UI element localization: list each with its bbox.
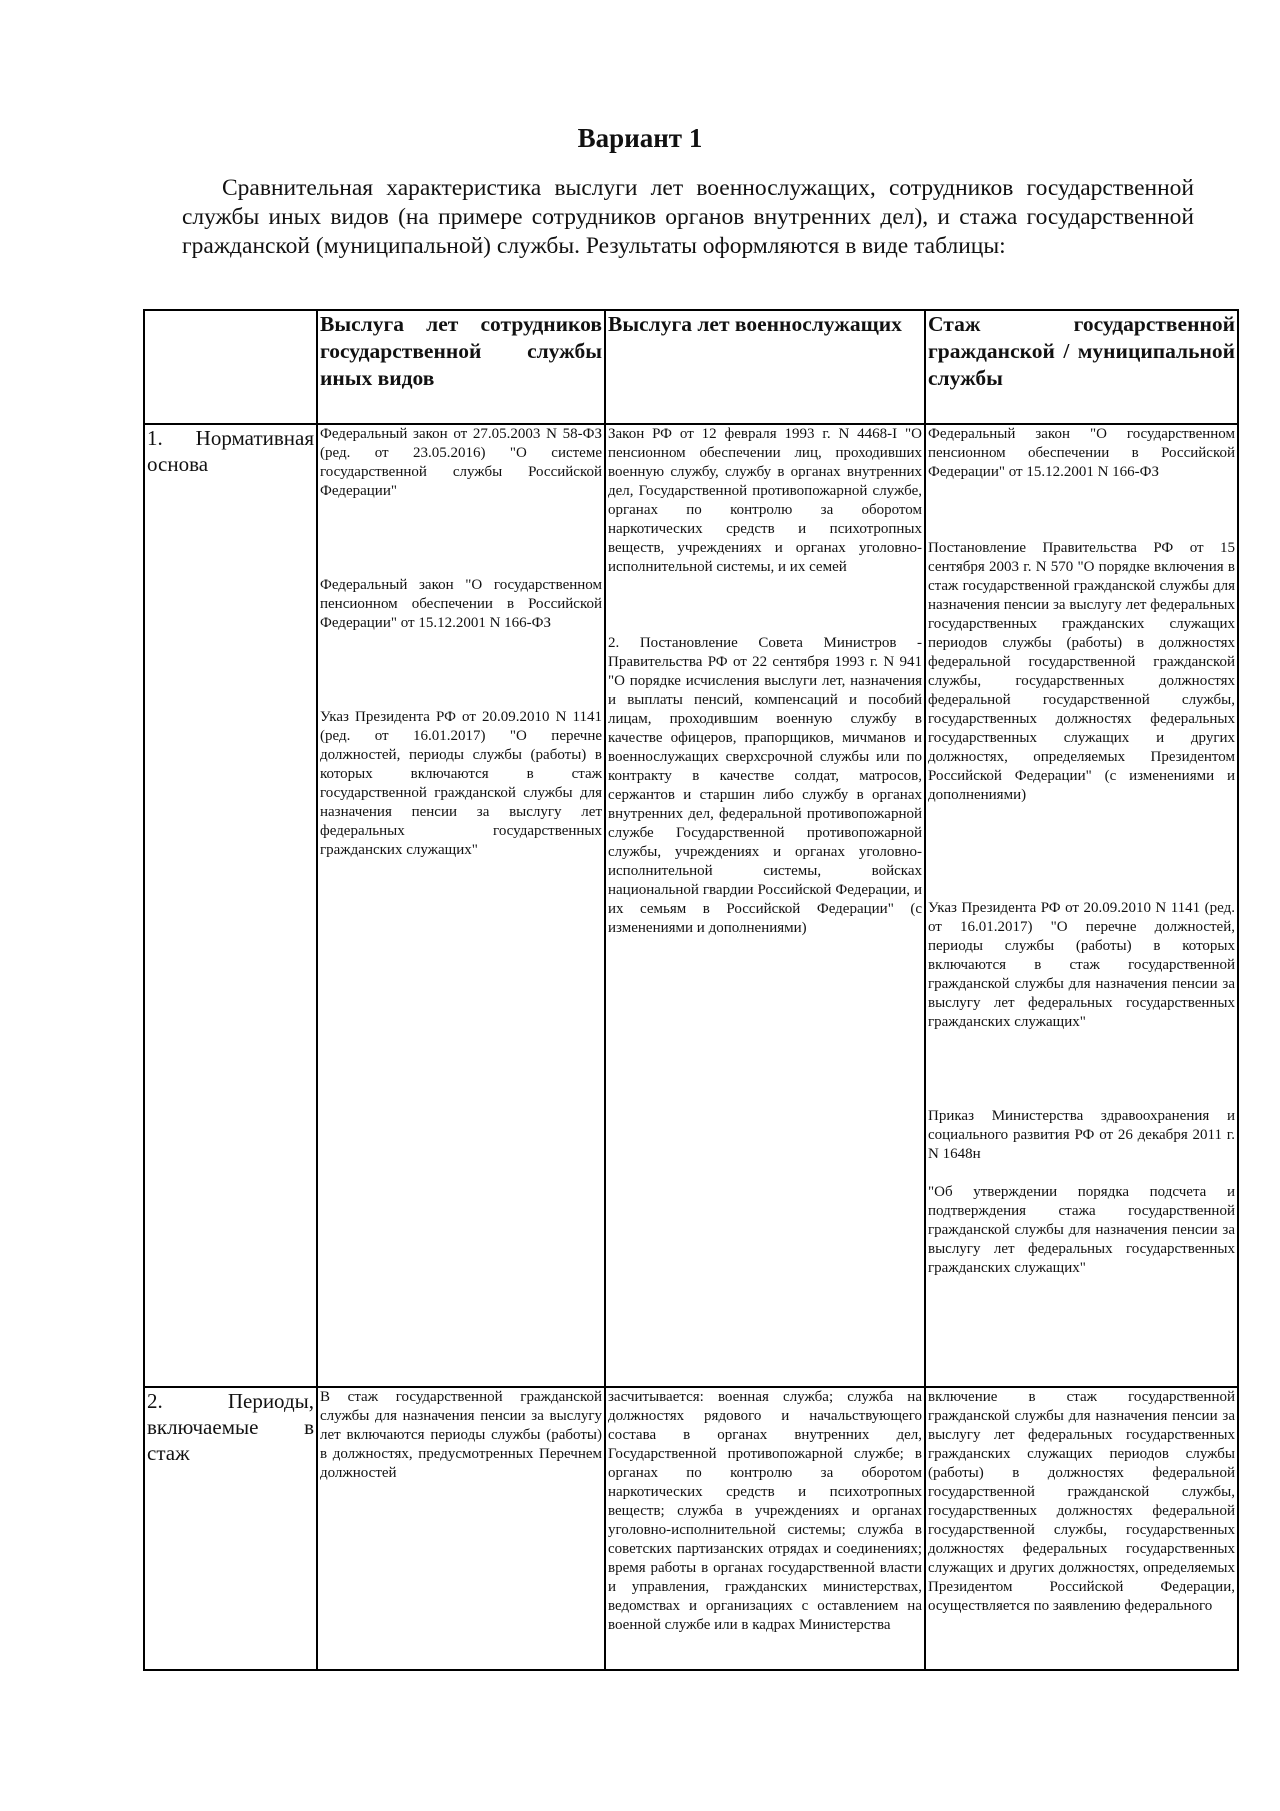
intro-paragraph: Сравнительная характеристика выслуги лет военнослужащих, сотрудников государственной службы иных видов (на примере сотрудников органов внутренних дел), и стажа государственной гражданской (муниципальной) службы. Результаты оформляются в виде таблицы: xyxy=(182,175,1194,259)
cell-paragraph: Федеральный закон "О государственном пенсионном обеспечении в Российской Федерации" от 15.12.2001 N 166-ФЗ xyxy=(928,426,1235,480)
cell-paragraph: Постановление Правительства РФ от 15 сентября 2003 г. N 570 "О порядке включения в стаж государственной гражданской службы для назначения пенсии за выслугу лет федеральных государственных гражданских служащих периодов службы (работы) в должностях федеральной государственной гражданской службы, государственных должностях федеральной государственной службы, государственных должностях федеральных государственных служащих и других должностях, определяемых Президентом Российской Федерации" (с изменениями и дополнениями) xyxy=(928,540,1235,803)
cell-civil-service xyxy=(925,1387,1238,1670)
cell-other-service xyxy=(317,424,605,1387)
cell-paragraph: Закон РФ от 12 февраля 1993 г. N 4468-I "О пенсионном обеспечении лиц, проходивших военную службу, службу в органах внутренних дел, Государственной противопожарной службе, органах по контролю за оборотом наркотических средств и психотропных веществ, учреждениях и органах уголовно-исполнительной системы, и их семей xyxy=(608,426,922,575)
header-cell-empty xyxy=(144,310,317,424)
cell-paragraph: Приказ Министерства здравоохранения и социального развития РФ от 26 декабря 2011 г. N 1648н xyxy=(928,1108,1235,1162)
table-row xyxy=(144,1387,1238,1670)
cell-paragraph: засчитывается: военная служба; служба на должностях рядового и начальствующего состава в органах внутренних дел, Государственной противопожарной службе; в органах по контролю за оборотом наркотических средств и психотропных веществ; служба в учреждениях и органах уголовно-исполнительной системы; служба в советских партизанских отрядах и соединениях; время работы в органах государственной власти и управления, гражданских министерствах, ведомствах и организациях с оставлением на военной службе или в кадрах Министерства xyxy=(608,1389,922,1633)
cell-military xyxy=(605,424,925,1387)
cell-paragraph: включение в стаж государственной гражданской службы для назначения пенсии за выслугу лет федеральных государственных гражданских служащих периодов службы (работы) в должностях федеральной государственной гражданской службы, государственных должностях федеральной государственной службы, государственных должностях федеральных государственных служащих и других должностях, определяемых Президентом Российской Федерации, осуществляется по заявлению федерального xyxy=(928,1389,1235,1614)
cell-paragraph: В стаж государственной гражданской службы для назначения пенсии за выслугу лет включаются периоды службы (работы) в должностях, предусмотренных Перечнем должностей xyxy=(320,1389,602,1481)
cell-paragraph: Федеральный закон от 27.05.2003 N 58-ФЗ (ред. от 23.05.2016) "О системе государственной службы Российской Федерации" xyxy=(320,426,602,499)
header-cell-military: Выслуга лет военнослужащих xyxy=(605,310,925,424)
cell-civil-service xyxy=(925,424,1238,1387)
cell-paragraph: Федеральный закон "О государственном пенсионном обеспечении в Российской Федерации" от 15.12.2001 N 166-ФЗ xyxy=(320,577,602,631)
table-header-row xyxy=(144,310,1238,424)
cell-military xyxy=(605,1387,925,1670)
cell-paragraph: "Об утверждении порядка подсчета и подтверждения стажа государственной гражданской службы для назначения пенсии за выслугу лет федеральных государственных гражданских служащих" xyxy=(928,1184,1235,1276)
row-label: 2. Периоды, включаемые в стаж xyxy=(144,1387,317,1670)
row-label: 1. Нормативная основа xyxy=(144,424,317,1387)
page-title: Вариант 1 xyxy=(577,123,703,153)
cell-paragraph: Указ Президента РФ от 20.09.2010 N 1141 (ред. от 16.01.2017) "О перечне должностей, периоды службы (работы) в которых включаются в стаж государственной гражданской службы для назначения пенсии за выслугу лет федеральных государственных гражданских служащих" xyxy=(320,709,602,858)
cell-paragraph: Указ Президента РФ от 20.09.2010 N 1141 (ред. от 16.01.2017) "О перечне должностей, периоды службы (работы) в которых включаются в стаж государственной гражданской службы для назначения пенсии за выслугу лет федеральных государственных гражданских служащих" xyxy=(928,900,1235,1030)
table-row xyxy=(144,424,1238,1387)
header-cell-civil-service: Стаж государственной гражданской / муниципальной службы xyxy=(925,310,1238,424)
comparison-table xyxy=(143,309,1239,1671)
header-cell-other-service: Выслуга лет сотрудников государственной службы иных видов xyxy=(317,310,605,424)
cell-other-service xyxy=(317,1387,605,1670)
cell-paragraph: 2. Постановление Совета Министров - Правительства РФ от 22 сентября 1993 г. N 941 "О порядке исчисления выслуги лет, назначения и выплаты пенсий, компенсаций и пособий лицам, проходившим военную службу в качестве офицеров, прапорщиков, мичманов и военнослужащих сверхсрочной службы или по контракту в качестве солдат, матросов, сержантов и старшин либо службу в органах внутренних дел, федеральной противопожарной службе Государственной противопожарной службы, учреждениях и органах уголовно-исполнительной системы, войсках национальной гвардии Российской Федерации, и их семьям в Российской Федерации" (с изменениями и дополнениями) xyxy=(608,635,922,936)
